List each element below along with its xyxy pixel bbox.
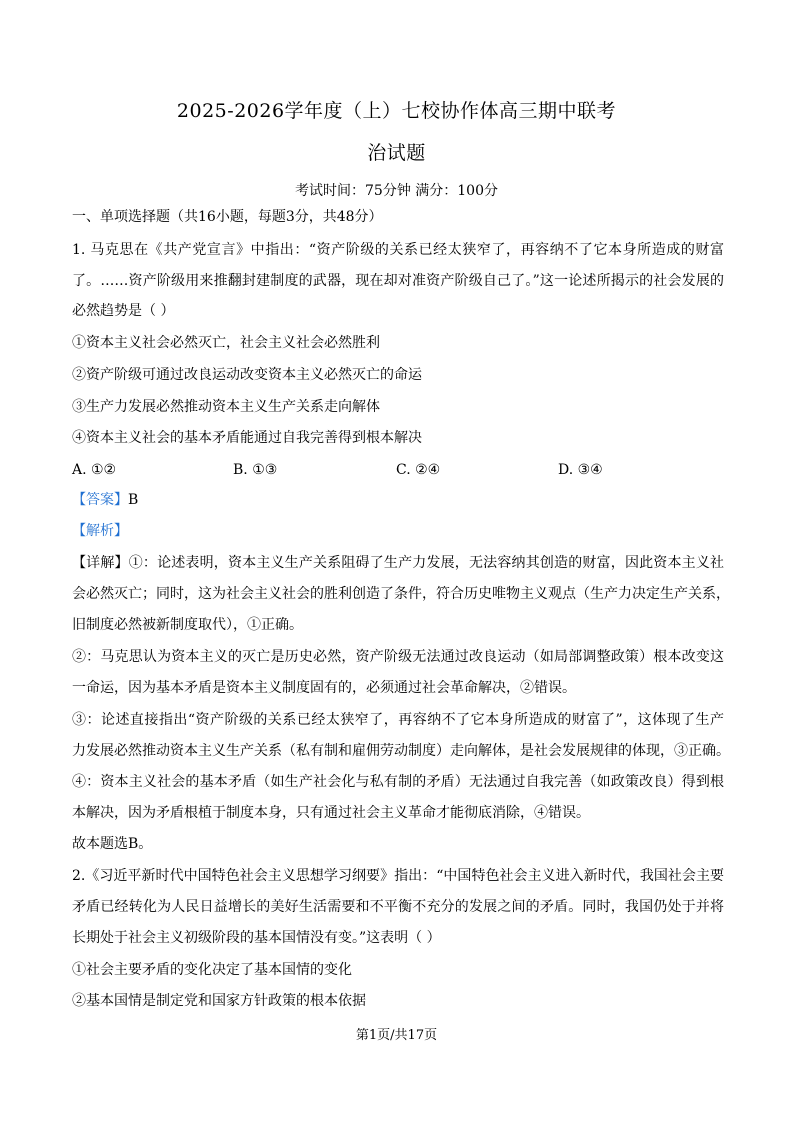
q1-detail-line-9: 本解决，因为矛盾根植于制度本身，只有通过社会主义革命才能彻底消除，④错误。 bbox=[72, 805, 590, 821]
q1-detail-line-7: 力发展必然推动资本主义生产关系（私有制和雇佣劳动制度）走向解体，是社会发展规律的体现，③正确。 bbox=[72, 743, 730, 759]
q2-statement-2: ②基本国情是制定党和国家方针政策的根本依据 bbox=[72, 993, 366, 1009]
q1-option-c: C. ②④ bbox=[396, 462, 441, 478]
q1-detail-line-2: 会必然灭亡；同时，这为社会主义社会的胜利创造了条件，符合历史唯物主义观点（生产力决定生产关系， bbox=[72, 586, 730, 602]
exam-info: 考试时间：75分钟 满分：100分 bbox=[295, 183, 498, 199]
detail-text: ①：论述表明，资本主义生产关系阻碍了生产力发展，无法容纳其创造的财富，因此资本主义社 bbox=[128, 555, 725, 571]
exam-subject-title: 治试题 bbox=[367, 142, 426, 164]
q1-analysis-label bbox=[72, 521, 128, 541]
q2-stem-line-3: 长期处于社会主义初级阶段的基本国情没有变。”这表明（ ） bbox=[72, 930, 441, 946]
q1-statement-4: ④资本主义社会的基本矛盾能通过自我完善得到根本解决 bbox=[72, 430, 422, 446]
answer-label: 【答案】 bbox=[72, 492, 128, 508]
q1-statement-3: ③生产力发展必然推动资本主义生产关系走向解体 bbox=[72, 399, 380, 415]
exam-title: 2025-2026学年度（上）七校协作体高三期中联考 bbox=[176, 100, 617, 122]
q1-stem-line-2: 了。……资产阶级用来推翻封建制度的武器，现在却对准资产阶级自己了。”这一论述所揭示的社会发展的 bbox=[72, 273, 724, 289]
q1-detail-line-6: ③：论述直接指出“资产阶级的关系已经太狭窄了，再容纳不了它本身所造成的财富了”，这体现了生产 bbox=[72, 712, 724, 728]
page-number: 第1页/共17页 bbox=[355, 1028, 438, 1043]
q1-detail-line-1 bbox=[72, 553, 724, 573]
q1-stem-line-3: 必然趋势是（ ） bbox=[72, 303, 175, 319]
q2-stem-line-2: 矛盾已经转化为人民日益增长的美好生活需要和不平衡不充分的发展之间的矛盾。同时，我国仍处于并将 bbox=[72, 899, 724, 915]
q1-option-a: A. ①② bbox=[72, 462, 117, 478]
q1-option-d: D. ③④ bbox=[558, 462, 603, 478]
q1-detail-line-5: 一命运，因为基本矛盾是资本主义制度固有的，必须通过社会革命解决，②错误。 bbox=[72, 680, 576, 696]
q1-answer bbox=[72, 490, 138, 510]
q1-detail-line-10: 故本题选B。 bbox=[72, 836, 153, 852]
q1-detail-line-4: ②：马克思认为资本主义的灭亡是历史必然，资产阶级无法通过改良运动（如局部调整政策）根本改变这 bbox=[72, 649, 724, 665]
q1-statement-1: ①资本主义社会必然灭亡，社会主义社会必然胜利 bbox=[72, 335, 380, 351]
q2-stem-line-1: 2.《习近平新时代中国特色社会主义思想学习纲要》指出：“中国特色社会主义进入新时代，我国社会主要 bbox=[72, 868, 724, 884]
q2-statement-1: ①社会主要矛盾的变化决定了基本国情的变化 bbox=[72, 962, 352, 978]
q1-stem-line-1: 1. 马克思在《共产党宣言》中指出：“资产阶级的关系已经太狭窄了，再容纳不了它本身所造成的财富 bbox=[72, 242, 724, 258]
analysis-label: 【解析】 bbox=[72, 523, 128, 539]
q1-option-b: B. ①③ bbox=[233, 462, 278, 478]
detail-label: 【详解】 bbox=[72, 555, 129, 571]
q1-statement-2: ②资产阶级可通过改良运动改变资本主义必然灭亡的命运 bbox=[72, 367, 422, 383]
q1-detail-line-8: ④：资本主义社会的基本矛盾（如生产社会化与私有制的矛盾）无法通过自我完善（如政策改良）得到根 bbox=[72, 774, 724, 790]
q1-detail-line-3: 旧制度必然被新制度取代），①正确。 bbox=[72, 617, 303, 633]
section-heading: 一、单项选择题（共16小题，每题3分，共48分） bbox=[72, 209, 383, 225]
answer-value: B bbox=[128, 492, 139, 508]
